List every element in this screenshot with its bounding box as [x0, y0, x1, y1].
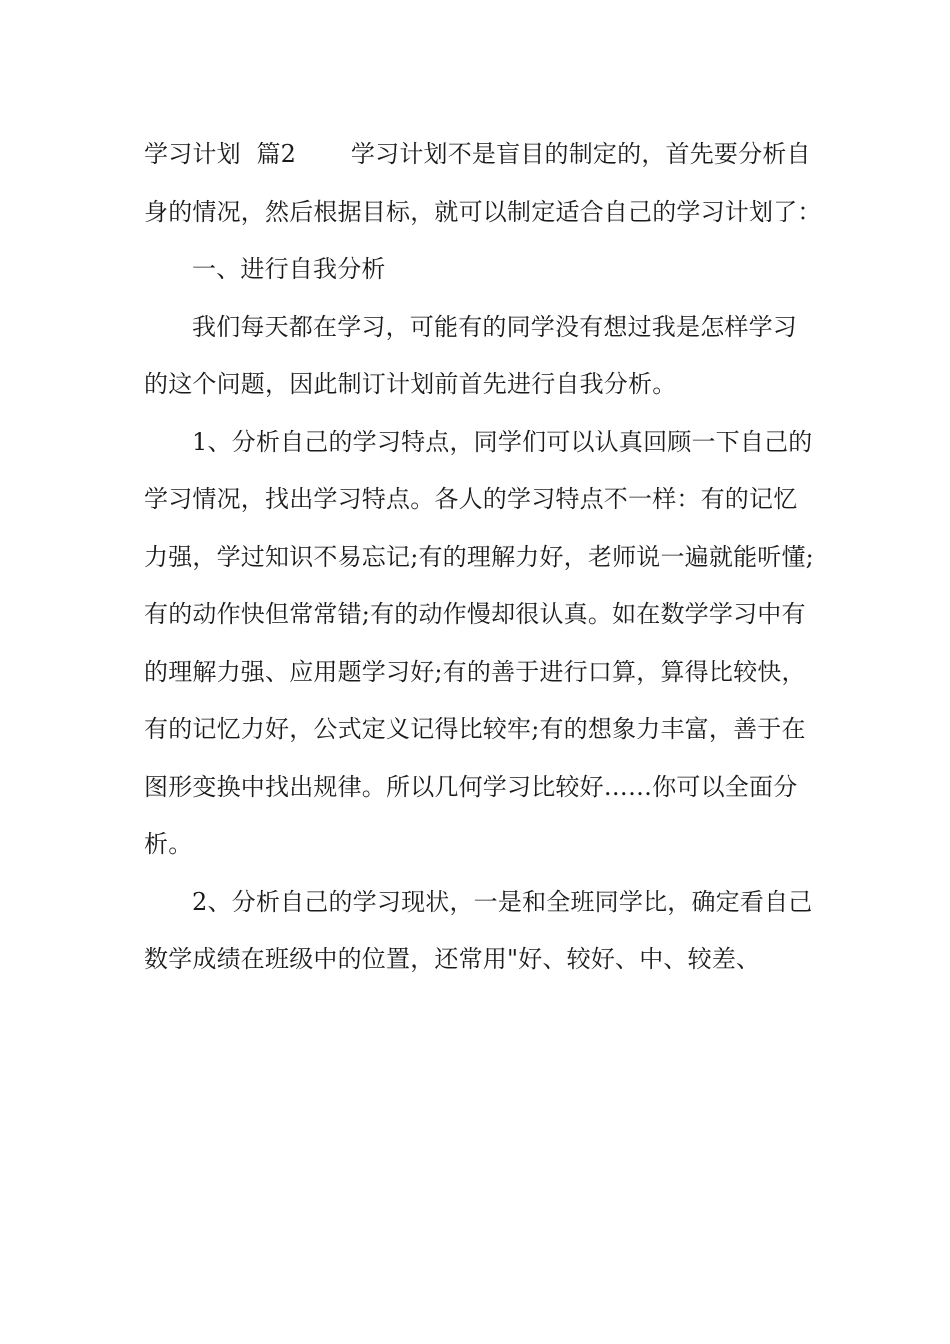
paragraph-title-line: 学习计划 篇2 学习计划不是盲目的制定的，首先要分析自: [144, 140, 811, 168]
paragraph-line: 有的记忆力好，公式定义记得比较牢;有的想象力丰富，善于在: [144, 715, 806, 743]
paragraph-line: 的理解力强、应用题学习好;有的善于进行口算，算得比较快，: [144, 657, 806, 686]
paragraph-line: 析。: [144, 830, 193, 858]
paragraph-line: 力强，学过知识不易忘记;有的理解力好，老师说一遍就能听懂;: [144, 542, 814, 571]
paragraph-line: 我们每天都在学习，可能有的同学没有想过我是怎样学习: [192, 312, 797, 341]
paragraph-line: 身的情况，然后根据目标，就可以制定适合自己的学习计划了：: [144, 197, 822, 226]
paragraph-line: 2、分析自己的学习现状，一是和全班同学比，确定看自己: [192, 887, 813, 916]
paragraph-line: 的这个问题，因此制订计划前首先进行自我分析。: [144, 370, 677, 398]
paragraph-line: 图形变换中找出规律。所以几何学习比较好……你可以全面分: [144, 772, 798, 801]
paragraph-line: 学习情况，找出学习特点。各人的学习特点不一样：有的记忆: [144, 485, 798, 513]
paragraph-line: 1、分析自己的学习特点，同学们可以认真回顾一下自己的: [192, 427, 813, 456]
document-body: [144, 126, 822, 989]
section-heading: 一、进行自我分析: [192, 255, 386, 283]
paragraph-line: 有的动作快但常常错;有的动作慢却很认真。如在数学学习中有: [144, 600, 806, 628]
paragraph-line: 数学成绩在班级中的位置，还常用"好、较好、中、较差、: [144, 945, 761, 973]
